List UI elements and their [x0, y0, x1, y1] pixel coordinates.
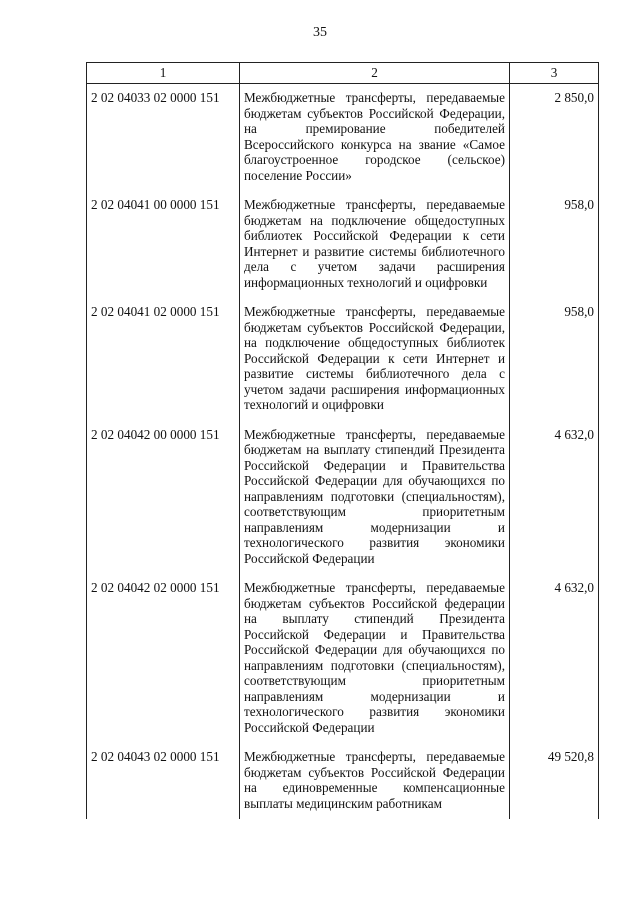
column-header: 2	[240, 63, 510, 84]
table-row	[87, 743, 599, 819]
classification-code: 2 02 04043 02 0000 151	[87, 743, 240, 819]
table-row	[87, 421, 599, 575]
transfer-description: Межбюджетные трансферты, передаваемые бюджетам субъектов Российской федерации на выплату стипендий Президента Российской Федерации и Правительства Российской Федерации для обучающихся по направлениям подготовки (специальностям), соответствующим приоритетным направлениям модернизации и технологического развития экономики Российской Федерации	[240, 574, 510, 743]
transfer-description: Межбюджетные трансферты, передаваемые бюджетам на выплату стипендий Президента Российской Федерации и Правительства Российской Федерации для обучающихся по направлениям подготовки (специальностям), соответствующим приоритетным направлениям модернизации и технологического развития экономики Российской Федерации	[240, 421, 510, 575]
table-row	[87, 298, 599, 421]
transfer-description: Межбюджетные трансферты, передаваемые бюджетам субъектов Российской Федерации, на подключение общедоступных библиотек Российской Федерации к сети Интернет и развитие системы библиотечного дела с учетом задачи расширения информационных технологий и оцифровки	[240, 298, 510, 421]
amount-value: 4 632,0	[510, 574, 599, 743]
amount-value: 2 850,0	[510, 84, 599, 192]
transfer-description: Межбюджетные трансферты, передаваемые бюджетам на подключение общедоступных библиотек Российской Федерации к сети Интернет и развитие системы библиотечного дела с учетом задачи расширения информационных технологий и оцифровки	[240, 191, 510, 298]
classification-code: 2 02 04033 02 0000 151	[87, 84, 240, 192]
column-header: 3	[510, 63, 599, 84]
amount-value: 49 520,8	[510, 743, 599, 819]
table-row	[87, 574, 599, 743]
amount-value: 958,0	[510, 191, 599, 298]
transfer-description: Межбюджетные трансферты, передаваемые бюджетам субъектов Российской Федерации, на премирование победителей Всероссийского конкурса на звание «Самое благоустроенное городское (сельское) поселение России»	[240, 84, 510, 192]
amount-value: 4 632,0	[510, 421, 599, 575]
table-row	[87, 191, 599, 298]
classification-code: 2 02 04041 00 0000 151	[87, 191, 240, 298]
table-header-row	[87, 63, 599, 84]
classification-code: 2 02 04042 00 0000 151	[87, 421, 240, 575]
budget-table	[86, 62, 599, 819]
amount-value: 958,0	[510, 298, 599, 421]
classification-code: 2 02 04042 02 0000 151	[87, 574, 240, 743]
page-number: 35	[313, 25, 327, 40]
classification-code: 2 02 04041 02 0000 151	[87, 298, 240, 421]
table-row	[87, 84, 599, 192]
column-header: 1	[87, 63, 240, 84]
transfer-description: Межбюджетные трансферты, передаваемые бюджетам субъектов Российской Федерации на единовременные компенсационные выплаты медицинским работникам	[240, 743, 510, 819]
